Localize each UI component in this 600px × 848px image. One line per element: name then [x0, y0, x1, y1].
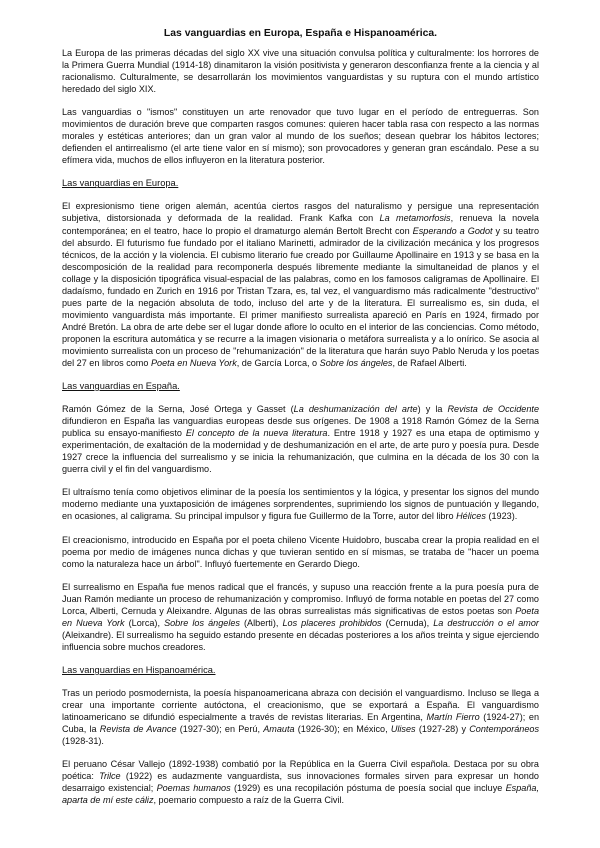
section-hispanoamerica: [62, 664, 539, 806]
paragraph-espana-1: Ramón Gómez de la Serna, José Ortega y Gasset (La deshumanización del arte) y la Revista de Occidente difundieron en España las vanguardias europeas desde sus orígenes. De 1908 a 1918 Ramón Gómez de la Serna publica su ensayo-manifiesto El concepto de la nueva literatura. Entre 1918 y 1927 es una etapa de optimismo y experimentación, de exaltación de la modernidad y de deshumanización en el arte, de arte puro y poesía pura. Desde 1927 crece la influencia del surrealismo y se inicia la rehumanización, que culmina en la década de los 30 con la guerra civil y el fin del vanguardismo.: [62, 404, 539, 475]
document-page: [62, 27, 539, 817]
intro-paragraph-2: Las vanguardias o "ismos" constituyen un arte renovador que tuvo lugar en el período de entreguerras. Son movimientos de duración breve que comparten rasgos comunes: quieren hacer tabla rasa con respecto a las normas morales y estéticas anteriores; dan un gran valor al mundo de los sueños; desean quebrar los hábitos lectores; defienden el antirrealismo (el arte tiene valor en sí mismo); son provocadores y generan gran escándalo. Pese a su efímera vida, muchos de ellos influyeron en la literatura posterior.: [62, 107, 539, 166]
paragraph-espana-2: El ultraísmo tenía como objetivos eliminar de la poesía los sentimientos y la lógica, y presentar los signos del mundo moderno mediante una yuxtaposición de imágenes sorprendentes, suprimiendo los signos de puntuación y llegando, en ocasiones, al caligrama. Su principal impulsor y figura fue Guillermo de la Torre, autor del libro Hélices (1923).: [62, 487, 539, 522]
paragraph-hispanoamerica-1: Tras un periodo posmodernista, la poesía hispanoamericana abraza con decisión el vanguardismo. Incluso se llega a crear una importante corriente autóctona, el creacionismo, que se exportará a España. El vanguardismo latinoamericano se difundió especialmente a través de revistas literarias. En Argentina, Martín Fierro (1924-27); en Cuba, la Revista de Avance (1927-30); en Perú, Amauta (1926-30); en México, Ulises (1927-28) y Contemporáneos (1928-31).: [62, 687, 539, 747]
section-heading-europa: Las vanguardias en Europa.: [62, 178, 179, 189]
section-heading-espana: Las vanguardias en España.: [62, 381, 180, 392]
paragraph-hispanoamerica-2: El peruano César Vallejo (1892-1938) combatió por la República en la Guerra Civil española. Destaca por su obra poética: Trilce (1922) es audazmente vanguardista, sus innovaciones formales sirven para expresar un hondo desarraigo existencial; Poemas humanos (1929) es una recopilación póstuma de poesía social que incluye España, aparta de mí este cáliz, poemario compuesto a raíz de la Guerra Civil.: [62, 759, 539, 806]
paragraph-espana-3: El creacionismo, introducido en España por el poeta chileno Vicente Huidobro, buscaba crear la propia realidad en el poema por medio de imágenes nunca dichas y que tuvieran sentido en sí mismas, se trataba de "hacer un poema como la naturaleza hace un árbol". Influyó fuertemente en Gerardo Diego.: [62, 534, 539, 569]
paragraph-espana-4: El surrealismo en España fue menos radical que el francés, y supuso una reacción frente a la pura poesía pura de Juan Ramón mediante un proceso de rehumanización y compromiso. Influyó de forma notable en poetas del 27 como Lorca, Alberti, Cernuda y Aleixandre. Algunas de las obras surrealistas más significativas de estos poetas son Poeta en Nueva York (Lorca), Sobre los ángeles (Alberti), Los placeres prohibidos (Cernuda), La destrucción o el amor (Aleixandre). El surrealismo ha seguido estando presente en décadas posteriores a los años treinta y sigue ejerciendo influencia sobre muchos creadores.: [62, 581, 539, 652]
intro-block: [62, 47, 539, 166]
document-title: Las vanguardias en Europa, España e Hispanoamérica.: [163, 28, 438, 39]
section-espana: [62, 380, 539, 653]
section-europa: [62, 177, 539, 369]
intro-paragraph-1: La Europa de las primeras décadas del siglo XX vive una situación convulsa política y culturalmente: los horrores de la Primera Guerra Mundial (1914-18) dinamitaron la visión positivista y generaron desconfianza frente a la ciencia y al racionalismo. Culturalmente, se desarrollarán los movimientos vanguardistas y su ruptura con el mundo artístico heredado del siglo XIX.: [62, 48, 539, 95]
section-heading-hispanoamerica: Las vanguardias en Hispanoamérica.: [62, 664, 216, 675]
paragraph-europa-1: El expresionismo tiene origen alemán, acentúa ciertos rasgos del naturalismo y persigue una representación subjetiva, distorsionada y deformada de la realidad. Frank Kafka con La metamorfosis, renueva la novela contemporánea; en el teatro, hace lo propio el dramaturgo alemán Bertolt Brecht con Esperando a Godot y su teatro del absurdo. El futurismo fue fundado por el italiano Marinetti, admirador de la civilización mecánica y los progresos técnicos, de la acción y la violencia. El cubismo literario fue creado por Guillaume Apollinaire en 1913 y se basa en la descomposición de la realidad para recomponerla después libremente mediante la simultaneidad de planos y el collage y la disposición tipográfica visual-espacial de las palabras, como en los famosos caligramas de Apollinaire. El dadaísmo, fundado en Zurich en 1916 por Tristan Tzara, es, tal vez, el vanguardismo más radicalmente "destructivo" pues parte de la negación absoluta de todo, incluso del arte y de la literatura. El surrealismo es, sin duda, el movimiento vanguardista más importante. El primer manifiesto surrealista apareció en París en 1924, firmado por André Bretón. La obra de arte debe ser el lugar donde aflore lo oculto en el interior de las conciencias. Como método, proponen la escritura automática y se recurre a la imagen visionaria o metáfora surrealista y a lo onírico. Se asocia al movimiento surrealista con un proceso de "rehumanización" de la literatura que harán suyo Pablo Neruda y los poetas del 27 en libros como Poeta en Nueva York, de García Lorca, o Sobre los ángeles, de Rafael Alberti.: [62, 201, 539, 369]
